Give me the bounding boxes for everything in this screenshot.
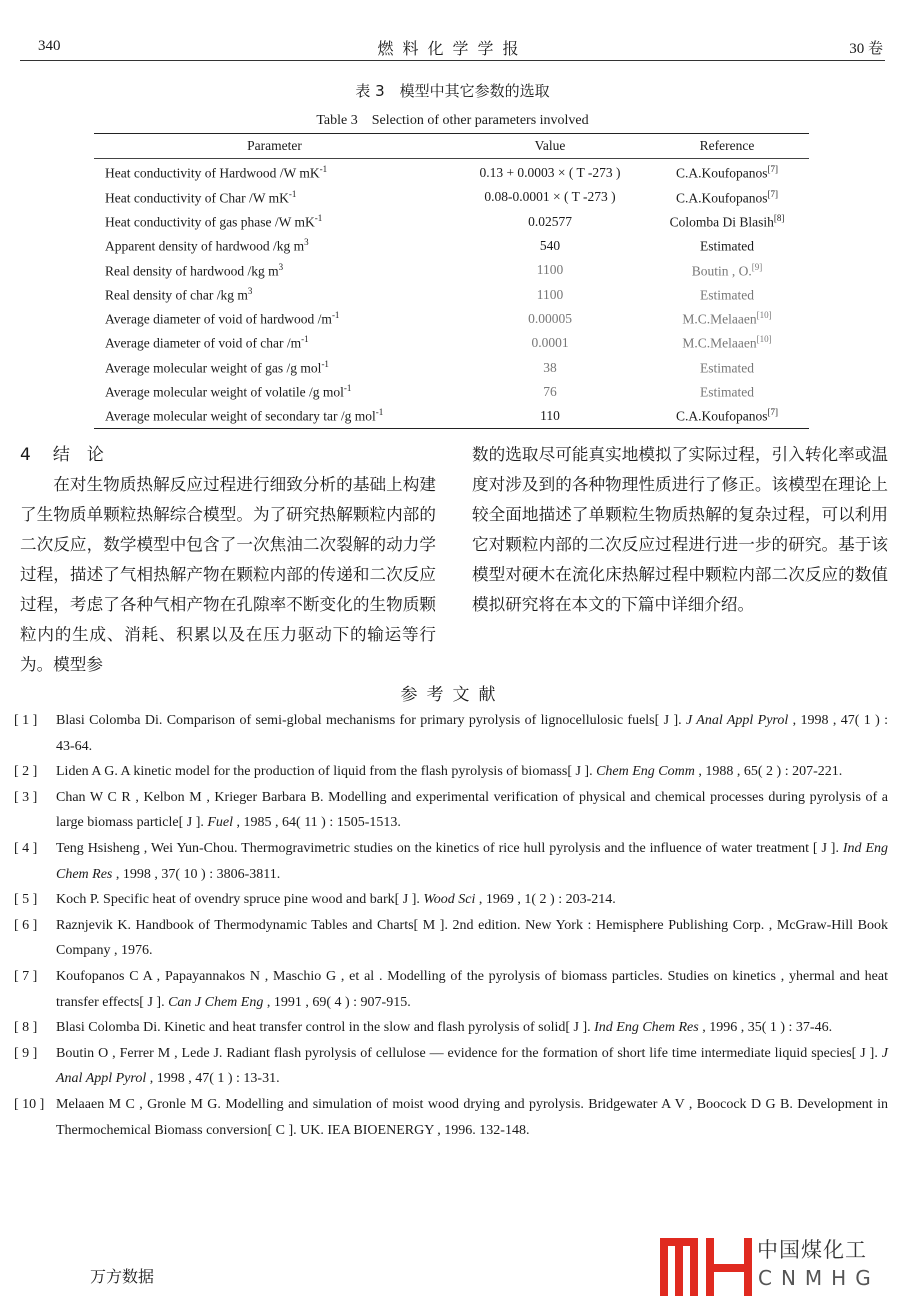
parameter-text: Heat conductivity of Char /W mK [105,190,289,206]
citation-number: [9] [751,261,763,272]
reference-item [14,836,888,887]
reference-item [14,887,888,913]
reference-text [56,913,888,964]
conclusion-paragraph-right: 数的选取尽可能真实地模拟了实际过程，引入转化率或温度对涉及到的各种物理性质进行了修正。该模型在理论上较全面地描述了单颗粒生物质热解的复杂过程，可以利用它对颗粒内部的二次反应过程进行进一步的研究。基于该模型对硬木在流化床热解过程中颗粒内部二次反应的数值模拟研究将在本文的下篇中详细介绍。 [472,445,888,614]
reference-text: C.A.Koufopanos [676,165,768,181]
conclusion-left-column [20,440,436,680]
table-row [94,282,809,306]
reference-item [14,1041,888,1092]
unit-exponent: 3 [304,237,309,248]
reference-item [14,913,888,964]
reference-cell [645,237,809,255]
page-header [20,36,885,61]
reference-text [56,836,888,887]
table-caption-cn: 表 3 模型中其它参数的选取 [355,82,550,100]
reference-text: C.A.Koufopanos [676,190,768,206]
reference-number: [ 9 ] [14,1045,38,1061]
parameter-cell [94,164,455,182]
parameter-text: Heat conductivity of Hardwood /W mK [105,165,320,181]
value-cell: 0.0001 [531,335,569,351]
unit-exponent: -1 [319,164,328,175]
table-body [94,159,809,428]
parameter-cell [94,359,455,377]
unit-exponent: -1 [314,212,323,223]
reference-text [56,1041,888,1092]
reference-details: , 1991 , 69( 4 ) : 907-915. [263,994,411,1010]
parameter-text: Apparent density of hardwood /kg m [105,238,305,254]
parameter-text: Average molecular weight of gas /g mol [105,360,322,376]
reference-text: M.C.Melaaen [682,311,757,327]
reference-text: Estimated [700,287,754,303]
value-cell: 38 [543,359,557,375]
table-row [94,234,809,258]
unit-exponent: -1 [331,310,340,321]
parameter-text: Average molecular weight of volatile /g mol [105,384,344,400]
reference-item [14,964,888,1015]
reference-text [56,708,888,759]
parameter-cell [94,286,455,304]
reference-number: [ 1 ] [14,713,38,728]
reference-details: , 1998 , 47( 1 ) : 13-31. [146,1071,280,1087]
logo-text-en: CNMHG [758,1266,880,1290]
table-row [94,210,809,234]
unit-exponent: -1 [288,188,297,199]
value-cell: 0.08-0.0001 × ( T -273 ) [484,189,616,205]
page-number: 340 [38,38,61,54]
journal-name: Ind Eng Chem Res [56,840,888,882]
reference-details: , 1998 , 47( 1 ) : 43-64. [56,713,888,754]
value-cell: 1100 [536,286,564,302]
parameter-text: Heat conductivity of gas phase /W mK [105,214,315,230]
reference-body: Teng Hsisheng , Wei Yun-Chou. Thermogravimetric studies on the kinetics of rice hull pyrolysis and the influence of water treatment [ J ]. [56,840,843,856]
reference-cell [645,286,809,304]
parameters-table [94,133,809,429]
reference-text [56,1092,888,1143]
volume: 30 卷 [849,41,883,57]
citation-number: [8] [773,212,785,223]
mh-logo-icon [660,1234,752,1296]
reference-item [14,1092,888,1143]
reference-body: Koufopanos C A , Papayannakos N , Maschio G , et al . Modelling of the pyrolysis of biomass particles. Studies on kinetics , yhermal and heat transfer effects[ J ]. [56,968,888,1010]
parameter-cell [94,407,455,425]
reference-list [14,708,888,1143]
reference-text: Colomba Di Blasih [669,214,774,230]
unit-exponent: -1 [343,383,352,394]
reference-details: , 1988 , 65( 2 ) : 207-221. [694,764,843,780]
reference-number: [ 7 ] [14,968,38,984]
reference-text [56,759,888,785]
column-header-parameter: Parameter [247,138,302,153]
reference-cell [645,334,809,352]
table-row [94,161,809,185]
citation-number: [7] [767,407,778,418]
footer-text: 万方数据 [90,1267,155,1286]
reference-body: Melaaen M C , Gronle M G. Modelling and simulation of moist wood drying and pyrolysis. Bridgewater A V , Boocock D G B. Development in Thermochemical Biomass conversion[ C ]. UK. IEA BIOENERGY , 1996. 132-148. [56,1096,888,1138]
unit-exponent: 3 [278,261,284,272]
journal-name: J Anal Appl Pyrol [56,1045,888,1087]
value-cell: 76 [543,383,557,399]
column-header-value: Value [534,138,566,153]
unit-exponent: 3 [247,285,253,296]
reference-number: [ 8 ] [14,1020,38,1036]
reference-number: [ 6 ] [14,917,38,933]
journal-title: 燃料化学学报 [377,39,528,58]
parameter-cell [94,310,455,328]
reference-text: M.C.Melaaen [682,335,757,351]
reference-body: Boutin O , Ferrer M , Lede J. Radiant flash pyrolysis of cellulose — evidence for the formation of short life time intermediate liquid species[ J ]. [56,1045,882,1061]
table-row [94,258,809,282]
reference-item [14,1015,888,1041]
unit-exponent: -1 [321,358,329,369]
reference-number: [ 2 ] [14,764,38,780]
reference-body: Chan W C R , Kelbon M , Krieger Barbara B. Modelling and experimental verification of physical and chemical processes during pyrolysis of a large biomass particle[ J ]. [56,789,888,831]
parameter-text: Average diameter of void of char /m [105,335,302,351]
value-cell: 540 [539,238,561,254]
table-row [94,380,809,404]
journal-name: J Anal Appl Pyrol [685,713,789,728]
reference-item [14,708,888,759]
unit-exponent: -1 [301,334,309,345]
reference-text [56,785,888,836]
reference-item [14,759,888,785]
reference-number: [ 3 ] [14,789,38,805]
reference-item [14,785,888,836]
reference-text [56,964,888,1015]
parameter-cell [94,383,455,401]
citation-number: [10] [756,310,772,321]
reference-number: [ 4 ] [14,840,38,856]
reference-number: [ 10 ] [14,1096,45,1112]
reference-details: , 1969 , 1( 2 ) : 203-214. [475,892,616,908]
reference-cell [645,383,809,401]
reference-cell [645,310,809,328]
parameter-cell [94,213,455,231]
reference-text [56,1015,888,1041]
table-row [94,404,809,428]
reference-text: C.A.Koufopanos [676,408,768,424]
citation-number: [10] [756,334,772,345]
table-row [94,355,809,379]
table-caption-en: Table 3 Selection of other parameters involved [316,113,589,128]
reference-cell [645,213,809,231]
parameter-text: Real density of char /kg m [105,287,248,303]
value-cell: 0.02577 [528,213,572,229]
section-heading [20,440,436,470]
parameter-text: Real density of hardwood /kg m [105,263,279,279]
journal-name: Can J Chem Eng [168,994,264,1010]
section-title: 结 论 [52,445,104,465]
reference-details: , 1998 , 37( 10 ) : 3806-3811. [112,866,281,882]
cnmhg-logo [660,1234,880,1298]
table-header-row [94,134,809,159]
value-cell: 0.13 + 0.0003 × ( T -273 ) [479,165,621,181]
parameter-cell [94,334,455,352]
conclusion-right-column [472,440,888,620]
citation-number: [7] [767,164,778,175]
parameter-cell [94,237,455,255]
reference-cell [645,359,809,377]
journal-name: Wood Sci [423,892,476,908]
unit-exponent: -1 [375,407,384,418]
reference-details: , 1985 , 64( 11 ) : 1505-1513. [233,815,401,831]
table-row [94,307,809,331]
reference-body: Blasi Colomba Di. Comparison of semi-global mechanisms for primary pyrolysis of lignocellulosic fuels[ J ]. [56,713,686,728]
reference-text: Boutin , O. [691,263,752,279]
section-number: 4 [20,445,31,465]
parameter-cell [94,262,455,280]
reference-body: Liden A G. A kinetic model for the production of liquid from the flash pyrolysis of biomass[ J ]. [56,764,597,780]
journal-name: Fuel [207,815,234,831]
reference-text [56,887,888,913]
parameter-text: Average molecular weight of secondary tar /g mol [105,408,376,424]
conclusion-paragraph-left: 在对生物质热解反应过程进行细致分析的基础上构建了生物质单颗粒热解综合模型。为了研究热解颗粒内部的二次反应，数学模型中包含了一次焦油二次裂解的动力学过程，描述了气相热解产物在颗粒内部的传递和二次反应过程，考虑了各种气相产物在孔隙率不断变化的生物质颗粒内的生成、消耗、积累以及在压力驱动下的输运等行为。模型参 [20,475,436,674]
reference-text: Estimated [700,384,754,400]
value-cell: 1100 [536,262,564,278]
parameter-text: Average diameter of void of hardwood /m [105,311,332,327]
reference-body: Blasi Colomba Di. Kinetic and heat transfer control in the slow and flash pyrolysis of solid[ J ]. [56,1020,595,1036]
references-heading: 参考文献 [400,685,505,705]
journal-name: Ind Eng Chem Res [594,1020,699,1036]
reference-text: Estimated [700,238,754,254]
table-row [94,331,809,355]
journal-name: Chem Eng Comm [596,764,695,780]
reference-body: Koch P. Specific heat of ovendry spruce pine wood and bark[ J ]. [56,892,424,908]
reference-body: Raznjevik K. Handbook of Thermodynamic Tables and Charts[ M ]. 2nd edition. New York : Hemisphere Publishing Corp. , McGraw-Hill Book Company , 1976. [56,917,888,959]
reference-text: Estimated [700,360,754,376]
reference-cell [645,189,809,207]
reference-details: , 1996 , 35( 1 ) : 37-46. [698,1020,833,1036]
reference-cell [645,262,809,280]
table-row [94,185,809,209]
parameter-cell [94,189,455,207]
citation-number: [7] [767,188,778,199]
column-header-reference: Reference [699,138,755,153]
value-cell: 110 [540,408,560,424]
reference-cell [645,407,809,425]
logo-text-cn: 中国煤化工 [757,1238,867,1262]
reference-cell [645,164,809,182]
value-cell: 0.00005 [528,310,572,326]
reference-number: [ 5 ] [14,892,38,908]
